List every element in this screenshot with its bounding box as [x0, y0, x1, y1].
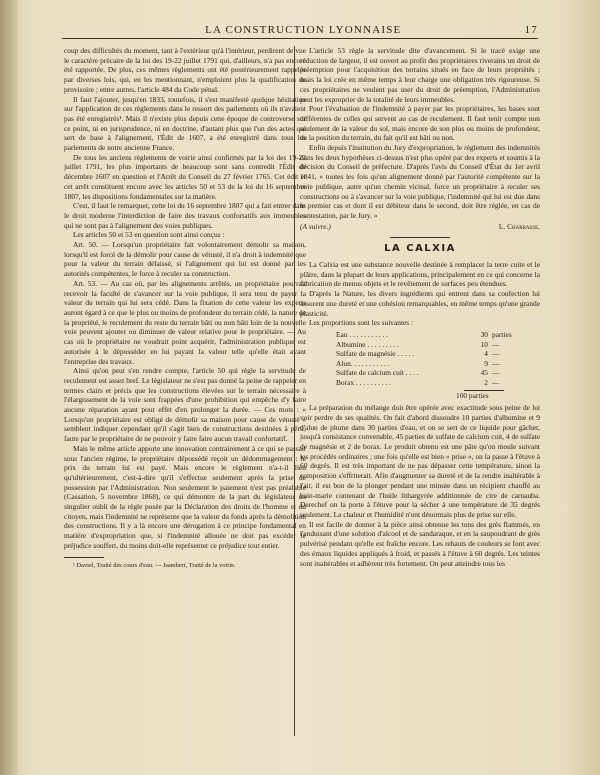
page-number: 17: [524, 24, 538, 36]
paragraph: De tous les anciens règlements de voirie ainsi confirmés par la loi des 19-22 juillet 1791, les plus importants de beaucoup sont sans contredit l'Édit de décembre 1607 en question et l'Arrêt du Conseil du 27 février 1765. Cet édit et cet arrêt constituent encore avec les articles 50 et 53 de la loi du 16 septembre 1807, les dispositions fondamentales sur la matière.: [64, 152, 306, 201]
footnote: ¹ Daviel, Traité des cours d'eau. — Isambert, Traité de la voirie.: [73, 561, 236, 569]
table-row: Alun. . . . . . . . . . . 9 —: [336, 358, 500, 368]
paragraph: Mais le même article apporte une innovation contrairement à ce qui se passait sous l'ancien régime, le propriétaire dépossédé reçoit un dédommagement : le prix du terrain lui est payé. Mais encore le règlement n'a-t-il lieu qu'ultérieurement, c'est-à-dire qu'il s'effectue seulement après la prise de possession par l'Administration. Non seulement le paiement n'est pas préalable (Cassation, 5 novembre 1868), ce qui démontre de la part du législateur un singulier oubli de la règle posée par la Déclaration des droits de l'homme et du citoyen, mais l'indemnité ne représente que la valeur du fonds après la démolition des constructions. Il y a là encore une dérogation à ce principe fondamental en matière d'expropriation que, si l'indemnité allouée ne doit pas excéder le préjudice souffert, du moins doit-elle représenter ce préjudice tout entier.: [64, 443, 306, 550]
paragraph: Il est facile de donner à la pièce ainsi obtenue les tons des grès flammés, en l'enduisant d'une solution d'alcool et de sandaraque, et en la saupoudrant de grès pulvérisé pendant qu'elle est fraîche encore. Les rehauts de couleurs se font avec des émaux liquides appliqués à froid, et passés à l'étuve à 60 degrés. Les teintes sont inaltérables et adhèrent très fortement. On peut atteindre tous les: [300, 519, 540, 568]
paragraph: Pour l'évaluation de l'indemnité à payer par les propriétaires, les bases sont différentes de celles qui servent au cas de reculement. Il faut tenir compte non seulement de la valeur du sol, mais encore de son plus ou moins de profondeur, de la position du terrain, du fait qu'il est bâti ou non.: [300, 104, 540, 143]
paragraph: Ainsi qu'on peut s'en rendre compte, l'article 50 qui règle la servitude de reculement est assez bref. Le législateur ne s'est pas donné la peine de rappeler en termes clairs et précis que les constructions élevées sur le terrain nécessaire à l'élargissement de la voie sont frappées d'une prohibition qui empêche d'y faire aucune réparation ayant pour effet d'en prolonger la durée. — Ces mots : « Lorsqu'un propriétaire est obligé de démolir sa maison pour cause de vétusté » semblent indiquer cependant qu'il s'agit bien de constructions destinées à périr, faute par le propriétaire de ne pouvoir y faire faire aucun travail confortatif.: [64, 366, 306, 444]
author: L. Charrasse.: [498, 221, 540, 231]
table-row: Sulfate de calcium cuit . . . . 45 —: [336, 368, 500, 378]
paragraph: C'est, il faut le remarquer, cette loi du 16 septembre 1807 qui a fait entrer dans le droit moderne l'interdiction de faire des travaux confortatifs aux immeubles qui ne sont pas à l'alignement des voies publiques.: [64, 201, 306, 230]
paragraph: La Calxia est une substance nouvelle destinée à remplacer la terre cuite et le plâtre, dans la plupart de leurs applications, principalement en ce qui concerne la fabrication de menus objets et le revêtement de surfaces peu étendues.: [300, 260, 540, 289]
footnote-rule: [64, 557, 104, 558]
paragraph: Enfin depuis l'institution du Jury d'expropriation, le règlement des indemnités dans les deux hypothèses ci-dessus n'est plus opéré par des experts et soumis à la décision du Conseil de préfecture. D'après l'avis du Conseil d'État du 1er avril 1841, « toutes les fois qu'un alignement donné par l'autorité compétente sur la voie publique, autre qu'un chemin vicinal, force un propriétaire à reculer ses constructions ou à s'avancer sur la voie publique, l'indemnité qui lui est due dans le premier cas et dont il est débiteur dans le second, doit être réglée, en cas de contestation, par le Jury. »: [300, 143, 540, 220]
table-row: Eau . . . . . . . . . . . 30 parties: [336, 329, 512, 339]
paragraph: coup des difficultés du moment, tant à l'extérieur qu'à l'intérieur, perdirent de vue le caractère précaire de la loi des 19-22 juillet 1791 qui, d'ailleurs, n'a pas encore été rapportée. De plus, ces mêmes règlements ont été postérieurement rappelés par diverses lois, qui, en les mentionnant, n'emploient plus la qualification de provisoire ; entre autres, l'article 484 du Code pénal.: [64, 46, 306, 94]
signature-line: [300, 222, 540, 232]
column-divider: [294, 46, 295, 736]
page-header: [62, 14, 538, 36]
table-row: Albumine . . . . . . . . . 10 —: [336, 339, 500, 349]
paragraph: Les proportions sont les suivantes :: [309, 318, 414, 328]
total: 100 parties: [456, 390, 489, 400]
paragraph: L'article 53 règle la servitude dite d'avancement. Si le tracé exige une réduction de largeur, il est ouvert au profit des propriétaires riverains un droit de préemption pour l'acquisition des terrains situés en face de leurs propriétés ; mais la loi crée en même temps à leur charge une obligation très rigoureuse. Si ces propriétaires ne veulent pas user du droit de préemption, l'Administration peut les exproprier de la totalité de leurs immeubles.: [300, 46, 540, 104]
to-be-continued: (A suivre.): [300, 221, 331, 231]
paragraph: D'après la Nature, les divers ingrédients qui entrent dans sa confection lui assurent une dureté et une cohésion remarquables, en même temps qu'une grande plasticité.: [300, 289, 540, 318]
journal-title: LA CONSTRUCTION LYONNAISE: [205, 24, 402, 36]
right-column: [300, 46, 540, 568]
left-column: [64, 46, 306, 570]
paragraph: La préparation du mélange doit être opérée avec exactitude sous peine de lui voir perdre de ses qualités. On fait d'abord dissoudre 10 parties d'albumine et 9 d'alun de plume dans 30 parties d'eau, et on se sert de ce liquide pour gâcher, jusqu'à consistance convenable, 45 parties de sulfate de calcium cuit, 4 de sulfate de magnésie et 2 de borax. Le produit obtenu est une pâte qu'on moule suivant les procédés ordinaires ; une fois qu'elle est bien « prise », on la passe à l'étuve à 60 degrés. Il est très important de ne pas dépasser cette température, sinon la composition s'effriterait. Afin d'augmenter sa dureté et de la rendre inaltérable à l'air, il est bon de la plonger pendant une minute dans un récipient chauffé au bain-marie contenant de l'huile lithargyrée additionnée de cire de carnauba. Derechef on la porte à l'étuve pour la sécher à une température de 35 degrés seulement. La chaleur et l'humidité n'ont désormais plus de prise sur elle.: [300, 403, 540, 519]
section-title: LA CALXIA: [384, 243, 456, 255]
proportions-table: [336, 330, 532, 388]
header-rule: [62, 38, 538, 39]
paragraph: Il faut l'ajouter, jusqu'en 1833, toutefois, il s'est manifesté quelque hésitation sur l'application de ces règlements dans le ressort des parlements où ils n'avaient pas été enregistrés¹. Mais il n'existe plus depuis cette époque de controverse sur ce point, ni en jurisprudence, ni en doctrine, d'autant plus que l'un des actes qui sert de base à l'alignement, l'Édit de 1607, a été enregistré dans tous les parlements de notre ancienne France.: [64, 94, 306, 153]
paragraph: Les articles 50 et 53 en question sont ainsi conçus :: [73, 230, 225, 240]
paragraph: Art. 53. — Au cas où, par les alignements arrêtés, un propriétaire pourrait recevoir la faculté de s'avancer sur la voie publique, il sera tenu de payer la valeur du terrain qui lui sera cédé. Dans la fixation de cette valeur les experts auront égard à ce que le plus ou moins de profondeur du terrain cédé, la nature de la propriété, le reculement du reste du terrain bâti ou non bâti loin de la nouvelle voie peuvent ajouter ou diminuer de valeur relative pour le propriétaire. — Au cas où le propriétaire ne voudrait point acquérir, l'administration publique est autorisée à le déposséder en lui payant la valeur telle qu'elle était avant l'entreprise des travaux.: [64, 278, 306, 366]
table-row: Borax . . . . . . . . . . 2 —: [336, 377, 500, 387]
gutter-shadow: [0, 0, 18, 775]
table-row: Sulfate de magnésie . . . . . 4 —: [336, 349, 500, 359]
paragraph: Art. 50. — Lorsqu'un propriétaire fait volontairement démolir sa maison, lorsqu'il est forcé de la démolir pour cause de vétusté, il n'a droit à indemnité que pour la valeur du terrain délaissé, si l'alignement qui lui est donné par les autorités compétentes, le force à reculer sa construction.: [64, 240, 306, 279]
section-rule: [390, 237, 450, 238]
